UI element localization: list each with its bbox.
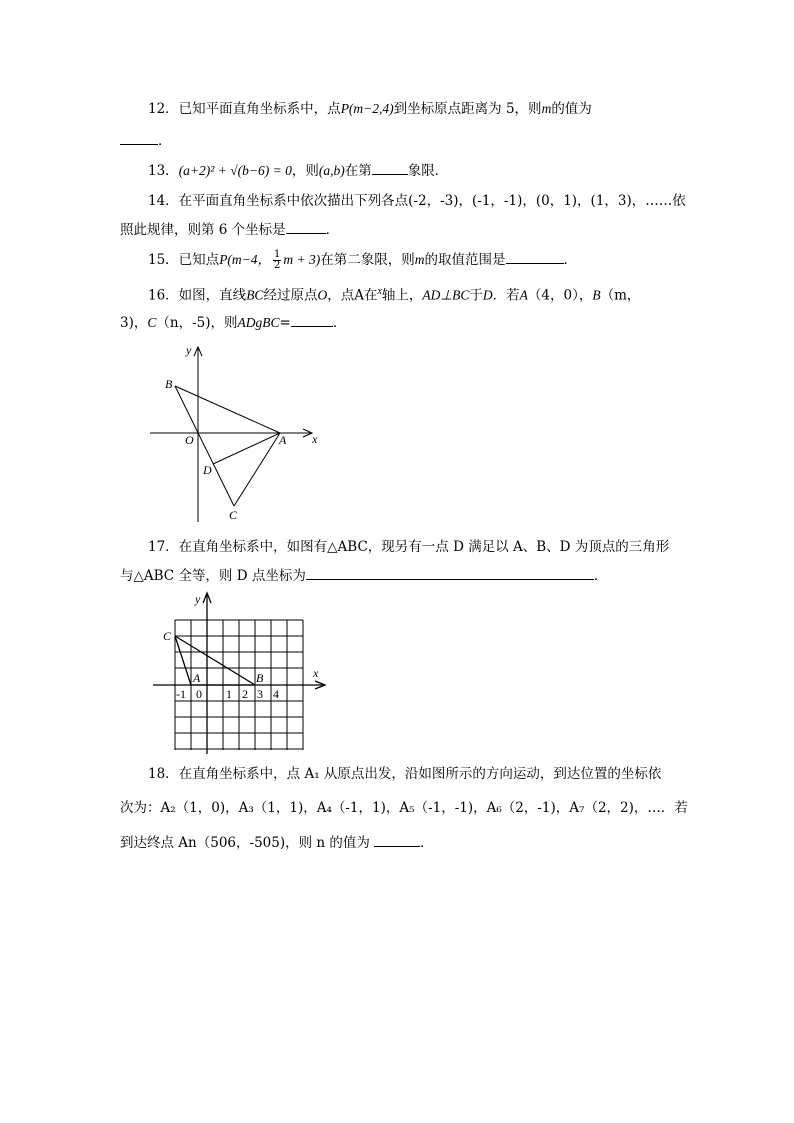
q15-fraction: [273, 250, 281, 271]
q16-label-b: B: [165, 377, 173, 391]
q12-text-b: 到坐标原点距离为 5，则: [393, 101, 542, 117]
q13-answer-blank: [372, 160, 408, 175]
q17-label-y: y: [195, 592, 201, 606]
q16-equals: =: [279, 315, 291, 331]
q15-text-c: 的取值范围是: [424, 252, 506, 268]
q16-t1: 16．如图，直线: [148, 287, 247, 304]
q16-line-ba: [175, 386, 280, 433]
q16-line-bc: [175, 386, 234, 506]
q12-text-a: 12．已知平面直角坐标系中，点: [148, 101, 341, 117]
q17-end: ．: [593, 568, 608, 584]
q16-line1: [148, 282, 640, 306]
q17-tick-2: 2: [242, 687, 248, 701]
q12-line2: [120, 130, 172, 151]
q17-side-cb: [175, 636, 255, 685]
q17-line2: [120, 565, 607, 586]
q14-answer-blank: [286, 219, 326, 234]
q13-mid: ，则: [291, 163, 319, 179]
q13-tail-b: 象限．: [407, 163, 449, 179]
q16-t4: 轴上，: [381, 287, 423, 304]
q16-t7: （4，0），: [527, 287, 593, 304]
q12-var-m: m: [541, 101, 552, 116]
q16-a: A: [519, 287, 528, 303]
q15-text-a: 15．已知点: [148, 252, 220, 268]
q17-tick-3: 3: [257, 687, 263, 701]
q18-line3: [120, 832, 434, 853]
q15-text-b: 在第二象限，则: [320, 252, 415, 268]
q17-tick-1: 1: [226, 687, 232, 701]
q15-frac-den: 2: [274, 260, 281, 271]
q16-t3: ，点A在: [327, 287, 378, 304]
q12-line1: [148, 99, 592, 119]
q16-x: x: [377, 286, 382, 297]
q17-line1: 17．在直角坐标系中，如图有△ABC，现另有一点 D 满足以 A、B、D 为顶点的三角形: [148, 539, 670, 555]
q18-line2: 次为：A₂（1，0)，A₃（1，1)，A₄（-1，1)，A₅（-1，-1)，A₆（2，-1)，A₇（2，2)，…．若: [120, 800, 688, 816]
q14-line2: [120, 219, 339, 240]
q17-tick-0: 0: [196, 687, 202, 701]
q13-line: [148, 160, 448, 181]
q16-t2: 经过原点: [263, 287, 318, 304]
q13-expr: (a+2)² + √(b−6) = 0: [178, 163, 292, 178]
q15-frac-num: 1: [274, 249, 281, 260]
q14-text: 照此规律，则第 6 个坐标是: [120, 222, 286, 238]
q16-bc: BC: [246, 287, 264, 303]
q15-var-m: m: [414, 252, 425, 267]
q13-num: 13．: [148, 163, 179, 179]
q16-t5: 于: [469, 287, 483, 304]
q17-label-b: B: [256, 671, 264, 685]
q16-label-a: A: [279, 433, 287, 447]
q18-answer-blank: [374, 832, 420, 847]
q16-label-o: O: [185, 433, 194, 447]
q16-expr: ADgBC: [237, 315, 280, 330]
q17-side-ca: [175, 636, 191, 685]
q13-tail-a: 在第: [344, 163, 372, 179]
q16-label-y: y: [186, 343, 192, 357]
q16-label-d: D: [203, 463, 212, 477]
q12-text-c: 的值为: [551, 101, 592, 117]
q16-c: C: [147, 315, 157, 330]
q17-tick-neg1: -1: [176, 687, 186, 701]
q14-end: ．: [325, 222, 340, 238]
q17-text: 与△ABC 全等，则 D 点坐标为: [120, 568, 306, 584]
q15-point-b: m + 3): [283, 252, 321, 267]
q18-line1: 18．在直角坐标系中，点 A₁ 从原点出发，沿如图所示的方向运动，到达位置的坐标依: [148, 766, 662, 782]
q16-label-c: C: [229, 508, 238, 522]
q18-text: 到达终点 An（506，-505)，则 n 的值为: [120, 835, 370, 851]
q17-label-a: A: [193, 671, 201, 685]
q15-end: ．: [563, 252, 578, 268]
q16-label-x: x: [312, 432, 318, 446]
q17-label-c: C: [163, 629, 172, 643]
q15-line: [148, 249, 577, 271]
q13-pair: (a,b): [318, 163, 345, 178]
q16-end: ．: [332, 315, 347, 331]
q16-answer-blank: [291, 312, 333, 327]
q17-tick-4: 4: [273, 687, 279, 701]
q17-label-x: x: [313, 666, 319, 680]
q14-line1: 14．在平面直角坐标系中依次描出下列各点(-2，-3)，(-1，-1)，(0，1)，(1，3)，……依: [148, 193, 686, 209]
q15-point-a: P(m−4，: [219, 252, 272, 267]
q16-figure: [140, 340, 340, 525]
q17-answer-blank: [306, 565, 594, 580]
q16-line2: [120, 312, 346, 333]
q12-point: P(m−2,4): [340, 101, 394, 116]
q17-figure: [145, 588, 335, 758]
q16-o: O: [317, 287, 328, 303]
q16-t6: ．若: [492, 287, 520, 304]
q18-end: ．: [420, 835, 434, 851]
q16-ad-perp: AD⊥BC: [422, 287, 470, 303]
q12-answer-blank: [120, 130, 158, 145]
q16-t9: 3)，: [120, 315, 148, 331]
q16-d: D: [482, 287, 493, 303]
q16-t8: （m，: [600, 287, 641, 304]
q16-t10: （n，-5)，则: [156, 315, 238, 331]
q16-b: B: [592, 287, 601, 303]
q15-answer-blank: [506, 249, 564, 264]
q12-end: ．: [158, 133, 172, 149]
